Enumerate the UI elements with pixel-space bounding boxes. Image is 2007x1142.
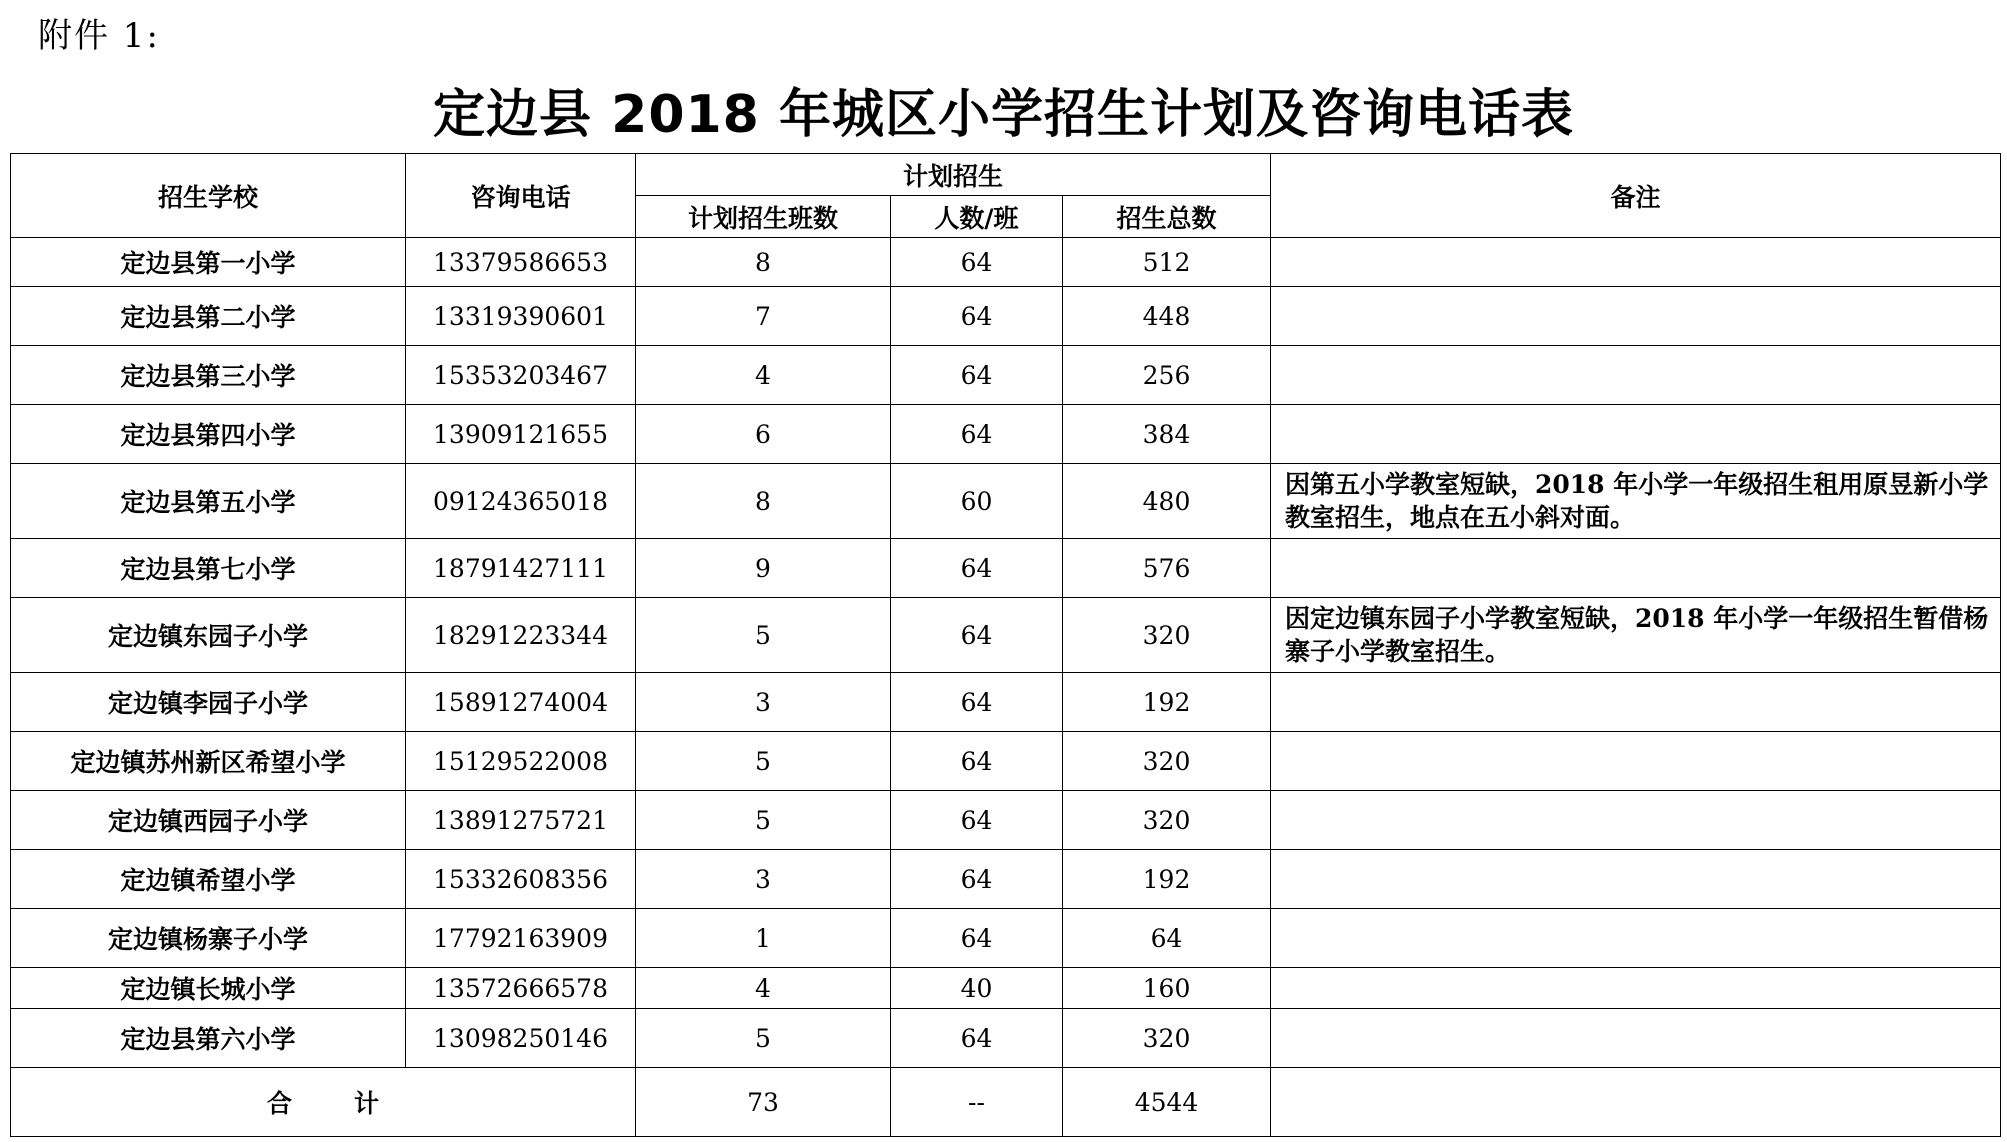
- phone-cell: 13909121655: [406, 405, 636, 464]
- totals-per-class: --: [891, 1068, 1063, 1137]
- school-cell: 定边县第六小学: [11, 1009, 406, 1068]
- total-cell: 160: [1063, 968, 1271, 1009]
- phone-cell: 15332608356: [406, 850, 636, 909]
- per-class-cell: 64: [891, 732, 1063, 791]
- phone-cell: 13098250146: [406, 1009, 636, 1068]
- classes-cell: 9: [636, 539, 891, 598]
- school-cell: 定边县第五小学: [11, 464, 406, 539]
- table-row: [11, 464, 2001, 539]
- table-row: [11, 346, 2001, 405]
- school-cell: 定边镇杨寨子小学: [11, 909, 406, 968]
- table-row: [11, 673, 2001, 732]
- phone-cell: 15353203467: [406, 346, 636, 405]
- remark-cell: [1271, 791, 2001, 850]
- phone-cell: 18791427111: [406, 539, 636, 598]
- per-class-cell: 64: [891, 791, 1063, 850]
- remark-cell: [1271, 287, 2001, 346]
- school-cell: 定边镇希望小学: [11, 850, 406, 909]
- phone-cell: 13572666578: [406, 968, 636, 1009]
- classes-cell: 8: [636, 464, 891, 539]
- classes-cell: 5: [636, 732, 891, 791]
- per-class-cell: 64: [891, 238, 1063, 287]
- school-cell: 定边镇苏州新区希望小学: [11, 732, 406, 791]
- total-cell: 320: [1063, 1009, 1271, 1068]
- school-cell: 定边县第三小学: [11, 346, 406, 405]
- page-title: 定边县 2018 年城区小学招生计划及咨询电话表: [433, 85, 1574, 145]
- classes-cell: 8: [636, 238, 891, 287]
- header-remark: 备注: [1271, 154, 2001, 238]
- header-total: 招生总数: [1063, 196, 1271, 238]
- remark-cell: [1271, 539, 2001, 598]
- totals-label-1: 合: [266, 1089, 292, 1118]
- remark-cell: 因第五小学教室短缺，2018 年小学一年级招生租用原昱新小学教室招生，地点在五小斜对面。: [1271, 464, 2001, 539]
- table-row: [11, 238, 2001, 287]
- table-row: [11, 732, 2001, 791]
- table-row: [11, 850, 2001, 909]
- classes-cell: 1: [636, 909, 891, 968]
- table-row: [11, 287, 2001, 346]
- header-per-class: 人数/班: [891, 196, 1063, 238]
- total-cell: 192: [1063, 850, 1271, 909]
- phone-cell: 18291223344: [406, 598, 636, 673]
- remark-cell: [1271, 909, 2001, 968]
- remark-cell: [1271, 1009, 2001, 1068]
- classes-cell: 4: [636, 968, 891, 1009]
- header-plan-group: 计划招生: [636, 154, 1271, 196]
- table-row: [11, 1009, 2001, 1068]
- table-row: [11, 968, 2001, 1009]
- phone-cell: 17792163909: [406, 909, 636, 968]
- remark-cell: [1271, 405, 2001, 464]
- per-class-cell: 64: [891, 346, 1063, 405]
- remark-cell: [1271, 673, 2001, 732]
- school-cell: 定边镇长城小学: [11, 968, 406, 1009]
- remark-cell: 因定边镇东园子小学教室短缺，2018 年小学一年级招生暂借杨寨子小学教室招生。: [1271, 598, 2001, 673]
- per-class-cell: 64: [891, 598, 1063, 673]
- attachment-label: 附件 1:: [38, 16, 160, 56]
- per-class-cell: 64: [891, 1009, 1063, 1068]
- school-cell: 定边镇西园子小学: [11, 791, 406, 850]
- per-class-cell: 40: [891, 968, 1063, 1009]
- school-cell: 定边县第一小学: [11, 238, 406, 287]
- header-row-1: [11, 154, 2001, 196]
- total-cell: 576: [1063, 539, 1271, 598]
- total-cell: 256: [1063, 346, 1271, 405]
- table-row: [11, 598, 2001, 673]
- remark-cell: [1271, 238, 2001, 287]
- total-cell: 320: [1063, 598, 1271, 673]
- phone-cell: 15891274004: [406, 673, 636, 732]
- classes-cell: 5: [636, 791, 891, 850]
- classes-cell: 6: [636, 405, 891, 464]
- per-class-cell: 64: [891, 850, 1063, 909]
- total-cell: 64: [1063, 909, 1271, 968]
- table-row: [11, 791, 2001, 850]
- totals-remark: [1271, 1068, 2001, 1137]
- phone-cell: 15129522008: [406, 732, 636, 791]
- remark-cell: [1271, 346, 2001, 405]
- total-cell: 320: [1063, 732, 1271, 791]
- totals-label: [11, 1068, 636, 1137]
- table-row: [11, 539, 2001, 598]
- totals-total: 4544: [1063, 1068, 1271, 1137]
- total-cell: 448: [1063, 287, 1271, 346]
- per-class-cell: 60: [891, 464, 1063, 539]
- school-cell: 定边县第二小学: [11, 287, 406, 346]
- classes-cell: 5: [636, 1009, 891, 1068]
- enrollment-table: [10, 153, 2001, 1137]
- remark-cell: [1271, 968, 2001, 1009]
- per-class-cell: 64: [891, 909, 1063, 968]
- remark-cell: [1271, 732, 2001, 791]
- total-cell: 192: [1063, 673, 1271, 732]
- table-body: [11, 238, 2001, 1068]
- totals-classes: 73: [636, 1068, 891, 1137]
- classes-cell: 4: [636, 346, 891, 405]
- per-class-cell: 64: [891, 539, 1063, 598]
- school-cell: 定边县第七小学: [11, 539, 406, 598]
- remark-cell: [1271, 850, 2001, 909]
- total-cell: 512: [1063, 238, 1271, 287]
- classes-cell: 5: [636, 598, 891, 673]
- total-cell: 384: [1063, 405, 1271, 464]
- table-row: [11, 909, 2001, 968]
- header-classes: 计划招生班数: [636, 196, 891, 238]
- per-class-cell: 64: [891, 287, 1063, 346]
- totals-row: [11, 1068, 2001, 1137]
- header-phone: 咨询电话: [406, 154, 636, 238]
- table-row: [11, 405, 2001, 464]
- per-class-cell: 64: [891, 673, 1063, 732]
- classes-cell: 7: [636, 287, 891, 346]
- classes-cell: 3: [636, 850, 891, 909]
- per-class-cell: 64: [891, 405, 1063, 464]
- totals-label-2: 计: [354, 1089, 380, 1118]
- phone-cell: 09124365018: [406, 464, 636, 539]
- total-cell: 320: [1063, 791, 1271, 850]
- phone-cell: 13379586653: [406, 238, 636, 287]
- classes-cell: 3: [636, 673, 891, 732]
- header-school: 招生学校: [11, 154, 406, 238]
- total-cell: 480: [1063, 464, 1271, 539]
- school-cell: 定边镇李园子小学: [11, 673, 406, 732]
- phone-cell: 13319390601: [406, 287, 636, 346]
- phone-cell: 13891275721: [406, 791, 636, 850]
- school-cell: 定边县第四小学: [11, 405, 406, 464]
- school-cell: 定边镇东园子小学: [11, 598, 406, 673]
